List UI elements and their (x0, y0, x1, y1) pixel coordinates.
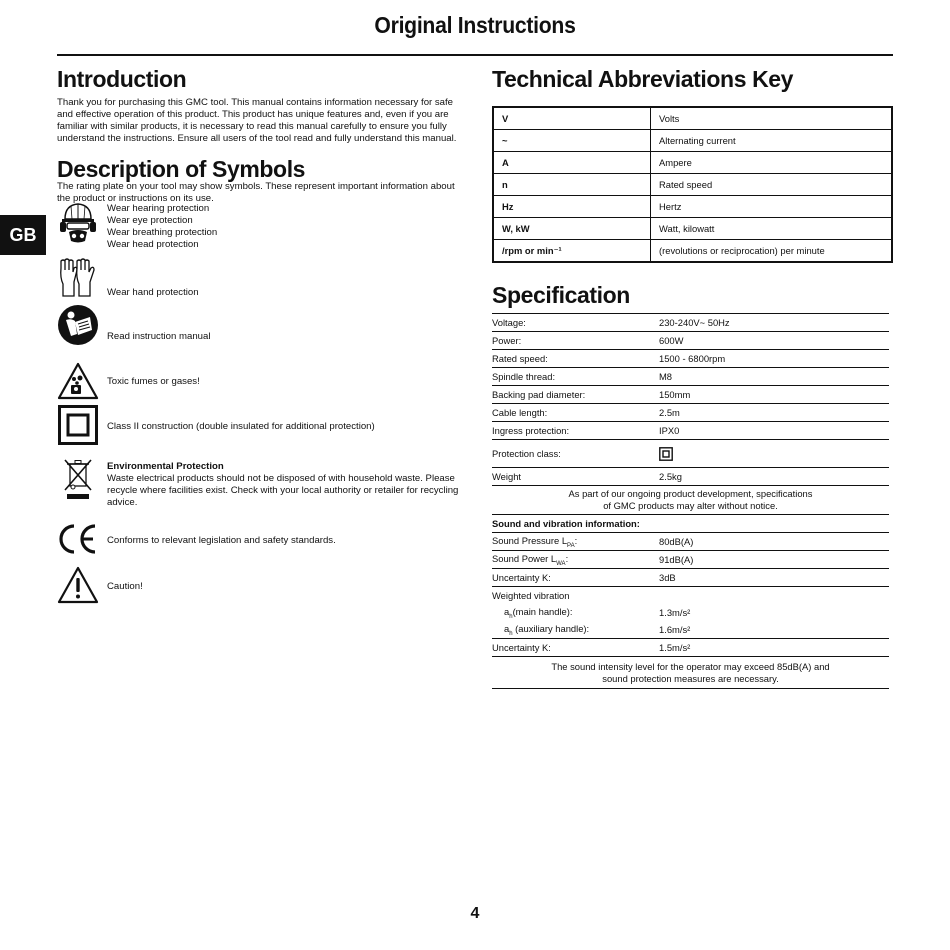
spec-key: Rated speed: (492, 350, 659, 368)
spec-value: 1500 - 6800rpm (659, 350, 889, 368)
spec-value: 2.5m (659, 404, 889, 422)
spec-key-suffix: : (574, 534, 578, 546)
abbr-value: Watt, kilowatt (651, 218, 893, 240)
title-divider (57, 54, 893, 56)
spec-key: Ingress protection: (492, 422, 659, 440)
table-row (492, 515, 889, 533)
table-row (492, 533, 889, 551)
spec-key-subscript: h (509, 613, 513, 620)
symbol-text-line: Wear hearing protection (107, 203, 210, 214)
table-row (492, 404, 889, 422)
symbol-item (57, 202, 218, 250)
spec-key: Sound Pressure L (492, 534, 568, 546)
spec-key: a (504, 622, 510, 634)
spec-value: IPX0 (659, 422, 889, 440)
abbr-key: n (493, 174, 651, 196)
symbol-list (57, 202, 467, 622)
spec-value: 80dB(A) (659, 533, 889, 551)
spec-key: Uncertainty K: (492, 569, 659, 587)
symbol-text-line: Wear hand protection (107, 287, 199, 298)
abbreviations-table (492, 106, 893, 263)
symbol-text-line: Waste electrical products should not be disposed of with household waste. Please recycle where facilities exist. Check with your local authority or retailer for recycling advice. (107, 473, 459, 508)
weee-bin-icon (57, 458, 99, 500)
spec-value: 1.6m/s² (659, 624, 691, 635)
symbol-item (57, 256, 199, 298)
table-row (492, 639, 889, 657)
table-row (493, 196, 892, 218)
spec-key: Weight (492, 468, 659, 486)
spec-value: 1.5m/s² (659, 639, 889, 657)
spec-key-suffix: (main handle): (512, 605, 573, 617)
table-row (492, 422, 889, 440)
spec-value: M8 (659, 368, 889, 386)
spec-key: Sound Power L (492, 552, 557, 564)
table-row (492, 587, 889, 605)
table-row (492, 551, 889, 569)
spec-key: Voltage: (492, 314, 659, 332)
table-row (493, 218, 892, 240)
gloves-icon (57, 256, 99, 298)
table-row (493, 130, 892, 152)
abbr-value: Hertz (651, 196, 893, 218)
symbol-text-line: Wear eye protection (107, 215, 193, 226)
abbr-key: /rpm or min⁻¹ (493, 240, 651, 263)
class-ii-icon (659, 447, 889, 461)
table-row (492, 468, 889, 486)
abbr-key: V (493, 107, 651, 130)
spec-value: 2.5kg (659, 468, 889, 486)
spec-key: a (504, 605, 510, 617)
table-row (492, 569, 889, 587)
abbr-value: Volts (651, 107, 893, 130)
spec-key: Backing pad diameter: (492, 386, 659, 404)
spec-key: Power: (492, 332, 659, 350)
abbr-key: W, kW (493, 218, 651, 240)
spec-key-suffix: : (565, 552, 569, 564)
symbol-text-line: Conforms to relevant legislation and safety standards. (107, 535, 336, 546)
abbr-value: Alternating current (651, 130, 893, 152)
environmental-protection-title: Environmental Protection (107, 461, 224, 472)
abbr-value: (revolutions or reciprocation) per minute (651, 240, 893, 263)
abbreviations-heading: Technical Abbreviations Key (492, 66, 794, 92)
table-row (493, 107, 892, 130)
symbol-text-line: Caution! (107, 581, 143, 592)
spec-key: Cable length: (492, 404, 659, 422)
ce-mark-icon (57, 518, 99, 560)
spec-key-suffix: (auxiliary handle): (512, 622, 590, 634)
vibration-heading: Weighted vibration (492, 587, 889, 605)
table-row (492, 440, 889, 468)
spec-note (492, 486, 889, 515)
introduction-text: Thank you for purchasing this GMC tool. This manual contains information necessary for safe and effective operation of this product. This product has unique features and, even if you are familiar with similar products, it is necessary to read this manual carefully to ensure you fully understand the instructions. Ensure all users of the tool read and fully understand this manual. (57, 97, 457, 144)
spec-value: 91dB(A) (659, 551, 889, 569)
spec-value: 150mm (659, 386, 889, 404)
page-title: Original Instructions (374, 12, 576, 38)
page-number: 4 (470, 905, 480, 922)
table-row (493, 152, 892, 174)
caution-icon (57, 564, 99, 606)
table-row (492, 621, 889, 639)
spec-key-subscript: h (509, 630, 513, 637)
spec-note (492, 657, 889, 689)
spec-note-text: As part of our ongoing product development, specifications of GMC products may alter without notice. (568, 488, 813, 511)
introduction-heading: Introduction (57, 66, 187, 92)
symbol-item (57, 564, 143, 606)
toxic-fumes-icon (57, 360, 99, 402)
table-row (492, 350, 889, 368)
symbols-text: The rating plate on your tool may show symbols. These represent important information about the product or instructions on its use. (57, 181, 455, 204)
ppe-head-icon (57, 202, 99, 244)
table-row (492, 314, 889, 332)
table-row (492, 332, 889, 350)
abbr-value: Rated speed (651, 174, 893, 196)
table-row (492, 486, 889, 515)
sound-heading: Sound and vibration information: (492, 515, 889, 533)
table-row (492, 386, 889, 404)
left-column (57, 66, 462, 205)
right-column (492, 66, 894, 689)
symbol-item (57, 518, 336, 560)
symbols-heading: Description of Symbols (57, 156, 306, 182)
spec-value: 1.3m/s² (659, 607, 691, 618)
abbr-key: Hz (493, 196, 651, 218)
table-row (492, 604, 889, 621)
spec-key: Protection class: (492, 440, 659, 468)
spec-key: Spindle thread: (492, 368, 659, 386)
symbol-text-line: Class II construction (double insulated for additional protection) (107, 421, 375, 432)
symbol-text-line: Read instruction manual (107, 331, 211, 342)
abbr-key: A (493, 152, 651, 174)
symbol-text-line: Toxic fumes or gases! (107, 376, 200, 387)
spec-value: 3dB (659, 569, 889, 587)
symbol-item (57, 360, 200, 402)
table-row (493, 174, 892, 196)
symbol-text-line: Wear breathing protection (107, 227, 218, 238)
specification-table (492, 313, 889, 689)
spec-value: 600W (659, 332, 889, 350)
symbol-item (57, 404, 375, 446)
abbr-value: Ampere (651, 152, 893, 174)
symbol-item (57, 304, 211, 346)
spec-key-subscript: PA (567, 542, 575, 549)
table-row (492, 657, 889, 689)
specification-heading: Specification (492, 282, 630, 308)
table-row (493, 240, 892, 263)
spec-key: Uncertainty K: (492, 639, 659, 657)
symbol-item (57, 458, 459, 508)
symbol-text-line: Wear head protection (107, 239, 199, 250)
spec-key-subscript: WA (556, 560, 566, 567)
language-tab: GB (0, 215, 46, 255)
table-row (492, 368, 889, 386)
manual-icon (57, 304, 99, 346)
class-ii-icon (57, 404, 99, 446)
abbr-key: ~ (493, 130, 651, 152)
spec-note-text: The sound intensity level for the operator may exceed 85dB(A) and sound protection measures are necessary. (551, 660, 830, 684)
spec-value: 230-240V~ 50Hz (659, 314, 889, 332)
